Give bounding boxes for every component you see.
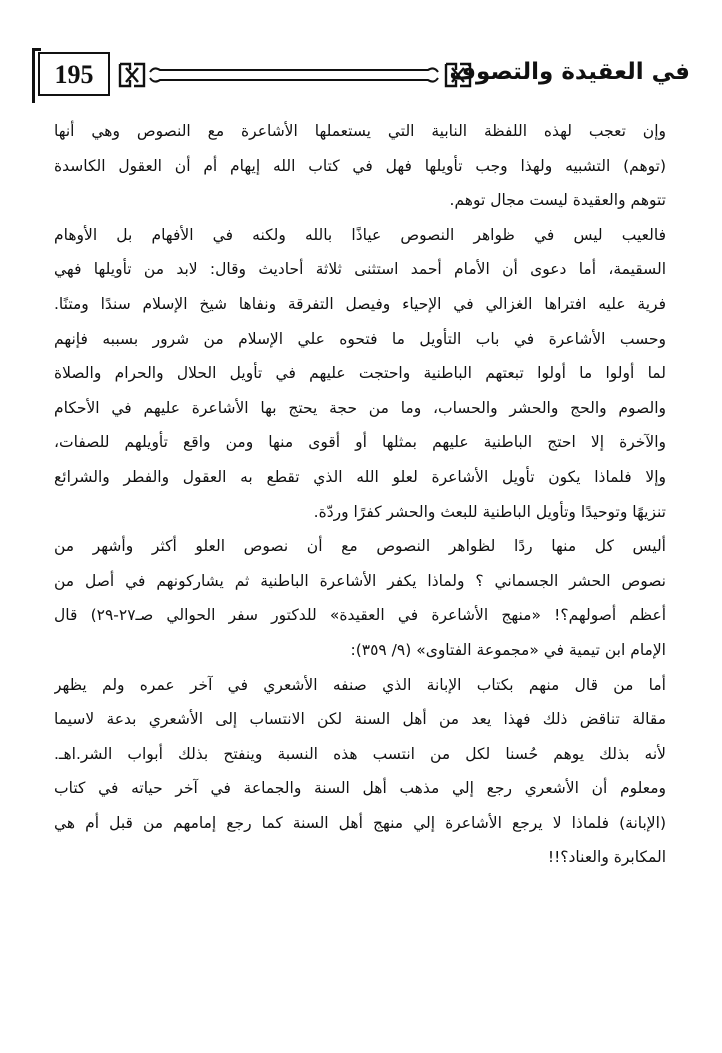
text-line: تنزيهًا وتوحيدًا وتأويل الباطنية للبعث والحشر كفرًا وردّة. — [313, 502, 666, 521]
text-line: والصوم والحج والحشر والحساب، وما من حجة يحتج بها الأشاعرة عليهم في الأحكام — [54, 398, 666, 417]
text-line: وإلا فلماذا يكون تأويل الأشاعرة لعلو الله الذي تقطع به العقول والفطر والشرائع — [54, 467, 666, 486]
text-line: وحسب الأشاعرة في باب التأويل ما فتحوه علي الإسلام من شرور بسببه فإنهم — [54, 329, 666, 348]
text-line: أليس كل منها ردًا لظواهر النصوص مع أن نصوص العلو أكثر وأشهر من — [54, 537, 666, 556]
book-title: في العقيدة والتصوف — [449, 59, 690, 85]
text-line: الإمام ابن تيمية في «مجموعة الفتاوى» (٩/ ٣٥٩): — [350, 640, 666, 659]
text-line: (توهم) التشبيه ولهذا وجب تأويلها فهل في كتاب الله إيهام أم أن العقول الكاسدة — [54, 156, 666, 175]
text-line: نصوص الحشر الجسماني ؟ ولماذا يكفر الأشاعرة الباطنية ثم يشاركونهم في أصل من — [54, 571, 666, 590]
text-line: (الإبانة) فلماذا لا يرجع الأشاعرة إلي منهج أهل السنة كما رجع إمامهم من قبل أم هي — [54, 813, 666, 832]
header-ornament-icon — [116, 58, 476, 92]
text-line: فالعيب ليس في ظواهر النصوص عياذًا بالله ولكنه في الأفهام بل الأوهام — [54, 225, 666, 244]
text-line: أما من قال منهم بكتاب الإبانة الذي صنفه الأشعري في آخر عمره ولم يظهر — [54, 675, 666, 694]
text-line: فرية عليه افتراها الغزالي في الإحياء وفيصل التفرقة ونفاها شيخ الإسلام سندًا ومتنًا. — [54, 294, 666, 313]
page-number: 195 — [54, 60, 94, 89]
page-header — [30, 48, 694, 104]
text-line: المكابرة والعناد؟!! — [547, 848, 666, 867]
text-line: والآخرة إلا احتج الباطنية عليهم بمثلها أو أقوى منها ومن واقع تأويلهم للصفات، — [54, 433, 666, 452]
text-line: لما أولوا ما أولوا تبعتهم الباطنية واحتجت عليهم في تأويل الحلال والحرام والصلاة — [54, 364, 666, 383]
page-number-box — [38, 52, 110, 96]
text-line: السقيمة، أما دعوى أن الأمام أحمد استثنى ثلاثة أحاديث وقال: لابد من تأويلها فهي — [54, 260, 666, 279]
text-line: ومعلوم أن الأشعري رجع إلي مذهب أهل السنة والجماعة في آخر حياته في كتاب — [54, 779, 666, 798]
text-line: مقالة تناقض ذلك فهذا يعد من أهل السنة لكن الانتساب إلى الأشعري بدعة لاسيما — [54, 710, 666, 729]
text-line: لأنه بذلك يوهم حُسنا لكل من انتسب هذه النسبة وينفتح بذلك أبواب الشر.اهـ. — [54, 744, 666, 763]
text-line: تتوهم والعقيدة ليست مجال توهم. — [449, 191, 666, 210]
body-text — [54, 114, 666, 875]
text-line: وإن تعجب لهذه اللفظة النابية التي يستعملها الأشاعرة مع النصوص وهي أنها — [54, 122, 666, 140]
text-line: أعظم أصولهم؟! «منهج الأشاعرة في العقيدة» للدكتور سفر الحوالي صـ٢٧-٢٩) قال — [54, 606, 666, 625]
